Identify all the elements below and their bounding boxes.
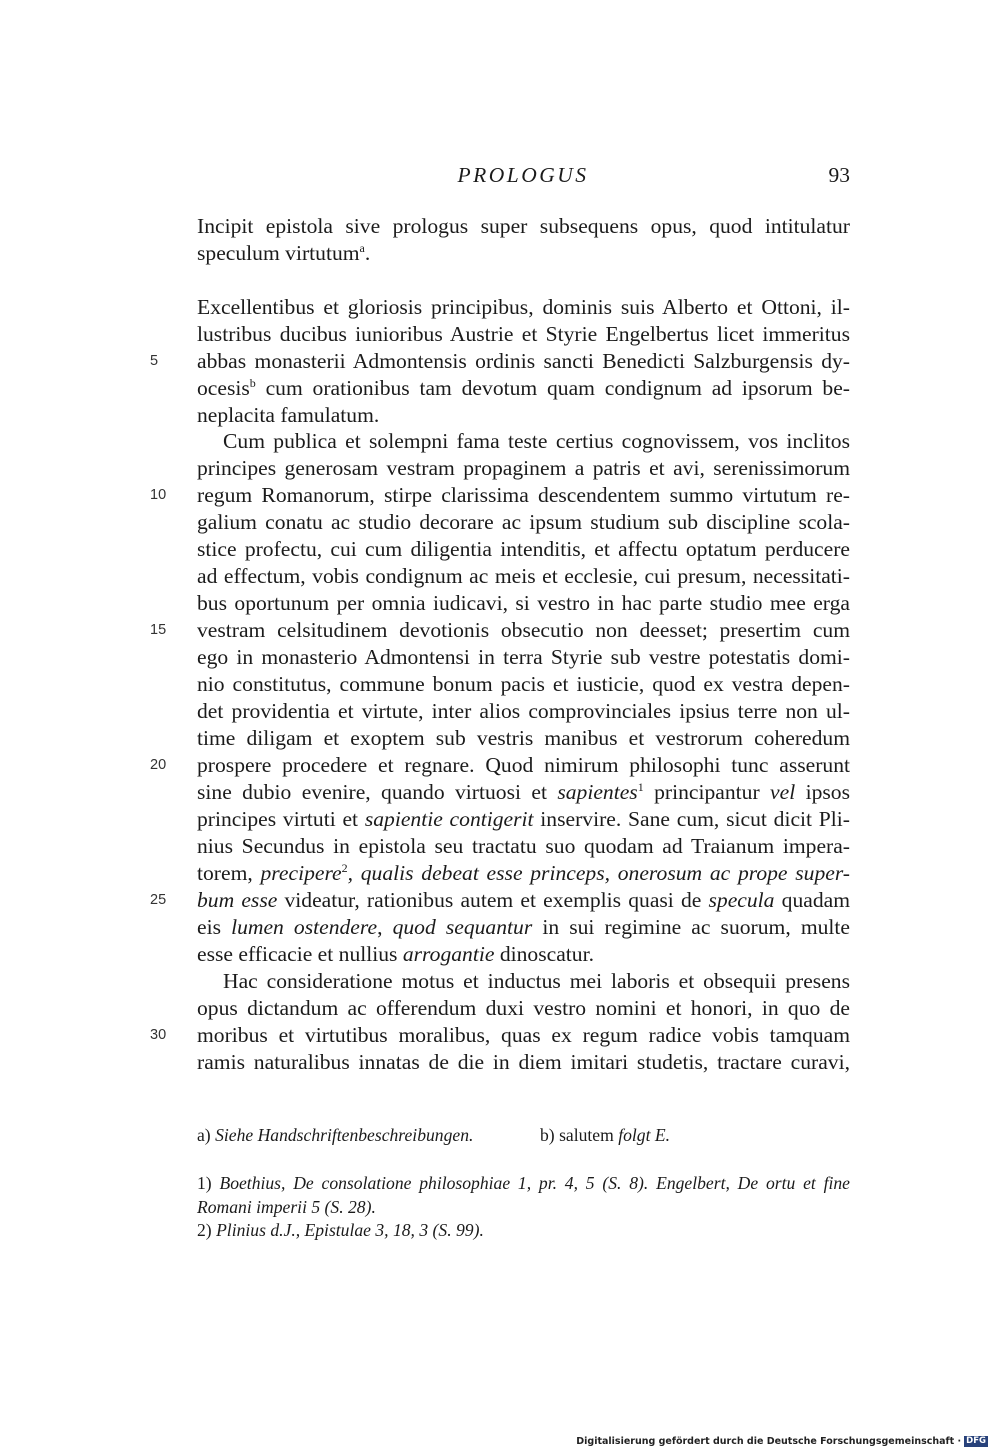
running-head — [196, 163, 850, 193]
quotation: sapientie contigerit — [364, 807, 534, 831]
text-span: cum orationibus tam devotum quam condignum ad ipsorum be- — [255, 376, 850, 400]
text-span: dinoscatur. — [494, 942, 594, 966]
text-line: Incipit epistola sive prologus super subsequens opus, quod intitulatur — [197, 214, 850, 238]
quotation: , qualis debeat esse princeps, onerosum ac prope super- — [347, 861, 850, 885]
line-number: 5 — [150, 353, 159, 369]
text-line: det providentia et virtute, inter alios comprovinciales ipsius terre non ul- — [197, 699, 850, 723]
note-label: a) — [197, 1125, 211, 1145]
credit-text: Digitalisierung gefördert durch die Deutsche Forschungsgemeinschaft · — [576, 1436, 962, 1447]
line-number: 15 — [150, 622, 167, 638]
quotation: sapientes — [557, 780, 638, 804]
footnote-text: Romani imperii 5 (S. 28). — [197, 1197, 376, 1217]
apparatus-note-a — [197, 1123, 850, 1147]
text-span: sine dubio evenire, quando virtuosi et — [197, 780, 558, 804]
footnote-label: 2) — [197, 1220, 212, 1240]
text-line — [197, 240, 850, 267]
dfg-logo: DFG — [966, 1436, 986, 1446]
footnote-marker: 2 — [341, 861, 348, 875]
text-span: ocesis — [197, 376, 250, 400]
footnote-1-cont — [197, 1195, 850, 1219]
text-span: torem, — [197, 861, 261, 885]
footnote-text: Boethius, De consolatione philosophiae 1, pr. 4, 5 (S. 8). Engelbert, De ortu et fine — [219, 1173, 850, 1193]
text-line: abbas monasterii Admontensis ordinis sancti Benedicti Salzburgensis dy- — [197, 349, 850, 373]
text-span: principantur — [643, 780, 771, 804]
text-line: ego in monasterio Admontensi in terra Styrie sub vestre potestatis domi- — [197, 645, 850, 669]
text-line — [197, 806, 850, 833]
quotation: vel — [770, 780, 796, 804]
line-number: 20 — [150, 757, 167, 773]
note-marker: a — [359, 241, 365, 255]
text-span: , — [377, 915, 393, 939]
text-line — [197, 779, 850, 806]
text-line: lustribus ducibus iunioribus Austrie et Styrie Engelbertus licet immeritus — [197, 322, 850, 346]
text-span: speculum virtutum — [197, 241, 360, 265]
footnote-label: 1) — [197, 1173, 212, 1193]
note-text: salutem — [559, 1125, 614, 1145]
page-number: 93 — [828, 163, 850, 187]
note-label: b) — [540, 1125, 555, 1145]
text-line: Hac consideratione motus et inductus mei laboris et obsequii presens — [223, 969, 850, 993]
text-span: esse efficacie et nullius — [197, 942, 403, 966]
note-text: Siehe Handschriftenbeschreibungen. — [215, 1125, 474, 1145]
apparatus-note-b — [540, 1123, 670, 1147]
footnote-2 — [197, 1218, 850, 1242]
line-number: 10 — [150, 487, 167, 503]
footnote-marker: 1 — [637, 780, 644, 794]
text-line — [197, 941, 850, 968]
text-line — [197, 914, 850, 941]
text-line: time diligam et exoptem sub vestris manibus et vestrorum coheredum — [197, 726, 850, 750]
text-line: vestram celsitudinem devotionis obsecutio non deesset; presertim cum — [197, 618, 850, 642]
text-line — [197, 887, 850, 914]
text-line — [197, 375, 850, 402]
text-span: . — [364, 241, 371, 265]
text-line: nius Secundus in epistola seu tractatu suo quodam ad Traianum impera- — [197, 834, 850, 858]
text-line: Excellentibus et gloriosis principibus, dominis suis Alberto et Ottoni, il- — [197, 295, 850, 319]
text-span: ipsos — [795, 780, 850, 804]
quotation: bum esse — [197, 888, 278, 912]
text-line — [197, 860, 850, 887]
text-line: opus dictandum ac offerendum duxi vestro nomini et honori, in quo de — [197, 996, 850, 1020]
digitization-credit — [576, 1435, 988, 1449]
footnote-1 — [197, 1171, 850, 1195]
text-line: principes generosam vestram propaginem a patris et avi, serenissimorum — [197, 456, 850, 480]
text-line: Cum publica et solempni fama teste certius cognovissem, vos inclitos — [223, 429, 850, 453]
quotation: arrogantie — [402, 942, 495, 966]
line-number: 30 — [150, 1027, 167, 1043]
quotation: lumen ostendere — [231, 915, 378, 939]
text-span: principes virtuti et — [197, 807, 365, 831]
text-line: moribus et virtutibus moralibus, quas ex regum radice vobis tamquam — [197, 1023, 850, 1047]
line-number: 25 — [150, 892, 167, 908]
text-span: inservire. Sane cum, sicut dicit Pli- — [533, 807, 851, 831]
quotation: specula — [708, 888, 775, 912]
quotation: precipere — [260, 861, 342, 885]
text-line: ad effectum, vobis condignum ac meis et ecclesie, cui presum, necessitati- — [197, 564, 850, 588]
footnote-text: Plinius d.J., Epistulae 3, 18, 3 (S. 99). — [216, 1220, 484, 1240]
note-text: folgt E. — [618, 1125, 671, 1145]
text-line: nio constitutus, commune bonum pacis et iusticie, quod ex vestra depen- — [197, 672, 850, 696]
text-line: neplacita famulatum. — [197, 403, 380, 427]
text-line: stice profectu, cui cum diligentia intenditis, et affectu optatum perducere — [197, 537, 850, 561]
text-line: bus oportunum per omnia iudicavi, si vestro in hac parte studio mee erga — [197, 591, 850, 615]
text-span: videatur, rationibus autem et exemplis quasi de — [277, 888, 709, 912]
text-line: ramis naturalibus innatas de die in diem imitari studetis, tractare curavi, — [197, 1050, 850, 1074]
text-line: prospere procedere et regnare. Quod nimirum philosophi tunc asserunt — [197, 753, 850, 777]
note-marker: b — [249, 376, 256, 390]
text-line: regum Romanorum, stirpe clarissima descendentem summo virtutum re- — [197, 483, 850, 507]
text-line: galium conatu ac studio decorare ac ipsum studium sub discipline scola- — [197, 510, 850, 534]
quotation: quod sequantur — [392, 915, 533, 939]
text-span: eis — [197, 915, 232, 939]
text-span: in sui regimine ac suorum, multe — [532, 915, 851, 939]
section-title: PROLOGUS — [457, 163, 589, 187]
text-span: quadam — [774, 888, 850, 912]
